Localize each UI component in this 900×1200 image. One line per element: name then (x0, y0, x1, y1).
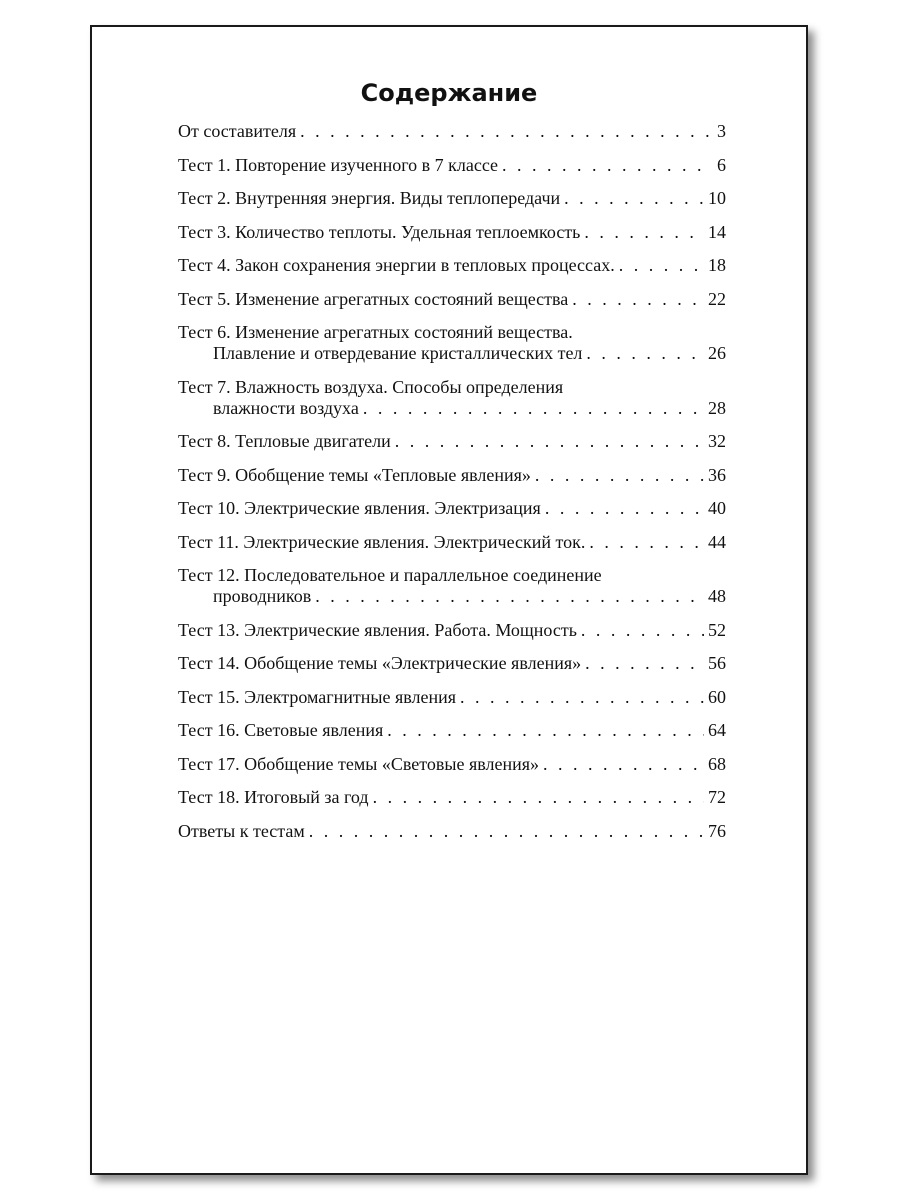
toc-page-number: 48 (708, 586, 726, 606)
toc-entry (178, 289, 726, 310)
toc-entry-line (178, 377, 726, 398)
toc-entry-title: Тест 12. Последовательное и параллельное соединение (178, 565, 602, 585)
dot-leader (619, 255, 704, 276)
toc-entry (178, 620, 726, 641)
toc-page-number: 10 (708, 188, 726, 208)
toc-entry-title: Тест 8. Тепловые двигатели (178, 431, 391, 451)
toc-entry-line (178, 787, 726, 808)
toc-entry-title: Тест 11. Электрические явления. Электрический ток. (178, 531, 586, 552)
dot-leader (387, 720, 704, 741)
toc-entry-line (178, 289, 726, 310)
toc-entry (178, 565, 726, 607)
toc-entry-title: Тест 10. Электрические явления. Электризация (178, 498, 541, 518)
dot-leader (300, 121, 713, 142)
toc-entry (178, 188, 726, 209)
toc-entry (178, 465, 726, 486)
toc-entry-line (178, 565, 726, 586)
toc-entry-title: Тест 5. Изменение агрегатных состояний вещества (178, 288, 569, 309)
toc-entry (178, 754, 726, 775)
toc-page-number: 40 (708, 498, 726, 518)
toc-entry (178, 377, 726, 419)
dot-leader (581, 620, 704, 641)
toc-page-number: 14 (708, 221, 726, 242)
toc-entry (178, 653, 726, 674)
dot-leader (535, 465, 704, 486)
toc-entry-title: Тест 13. Электрические явления. Работа. Мощность (178, 619, 577, 640)
toc-entry-title: Тест 1. Повторение изученного в 7 классе (178, 154, 499, 175)
toc-entry-line (178, 498, 726, 519)
dot-leader (584, 222, 704, 243)
dot-leader (502, 155, 713, 176)
toc-entry (178, 322, 726, 364)
toc-page-number: 68 (708, 753, 726, 774)
toc-page-number: 6 (717, 154, 726, 175)
toc-entry-title: Ответы к тестам (178, 820, 305, 841)
toc-entry-title: влажности воздуха (213, 397, 359, 418)
toc-page-number: 56 (708, 653, 726, 673)
toc-entry-title: Тест 16. Световые явления (178, 720, 384, 740)
toc-page-number: 3 (717, 121, 726, 141)
table-of-contents (178, 121, 726, 854)
toc-page-number: 18 (708, 255, 726, 275)
toc-entry-line (178, 155, 726, 176)
toc-page-number: 52 (708, 619, 726, 640)
toc-entry (178, 821, 726, 842)
toc-entry-title: Тест 7. Влажность воздуха. Способы определения (178, 376, 564, 397)
dot-leader (315, 586, 704, 607)
toc-entry (178, 687, 726, 708)
toc-entry-title: Плавление и отвердевание кристаллических тел (213, 343, 583, 363)
toc-page-number: 76 (708, 820, 726, 841)
toc-entry (178, 787, 726, 808)
dot-leader (589, 532, 704, 553)
toc-entry-title: Тест 2. Внутренняя энергия. Виды теплопередачи (178, 188, 561, 208)
toc-page-number: 64 (708, 720, 726, 740)
toc-entry-line (178, 398, 726, 419)
toc-entry (178, 720, 726, 741)
toc-entry-line (178, 343, 726, 364)
toc-entry-title: От составителя (178, 121, 297, 141)
toc-entry-title: проводников (213, 586, 312, 606)
toc-entry-line (178, 754, 726, 775)
toc-entry-line (178, 465, 726, 486)
toc-entry-title: Тест 18. Итоговый за год (178, 787, 369, 807)
toc-entry-line (178, 720, 726, 741)
toc-entry (178, 155, 726, 176)
toc-entry-line (178, 222, 726, 243)
dot-leader (585, 653, 704, 674)
toc-entry-title: Тест 14. Обобщение темы «Электрические явления» (178, 653, 582, 673)
toc-entry (178, 255, 726, 276)
toc-entry-line (178, 322, 726, 343)
dot-leader (460, 687, 704, 708)
toc-page-number: 32 (708, 431, 726, 451)
toc-entry-line (178, 431, 726, 452)
toc-page-number: 60 (708, 686, 726, 707)
toc-page-number: 22 (708, 288, 726, 309)
toc-entry-line (178, 532, 726, 553)
toc-entry (178, 121, 726, 142)
dot-leader (564, 188, 704, 209)
toc-entry-line (178, 821, 726, 842)
toc-entry (178, 498, 726, 519)
dot-leader (373, 787, 704, 808)
toc-entry-line (178, 687, 726, 708)
dot-leader (586, 343, 704, 364)
toc-page-number: 36 (708, 464, 726, 485)
dot-leader (395, 431, 704, 452)
dot-leader (543, 754, 704, 775)
toc-entry (178, 431, 726, 452)
toc-entry-title: Тест 4. Закон сохранения энергии в тепловых процессах. (178, 255, 615, 275)
toc-entry-title: Тест 9. Обобщение темы «Тепловые явления» (178, 464, 531, 485)
toc-entry-title: Тест 15. Электромагнитные явления (178, 686, 457, 707)
toc-entry-line (178, 653, 726, 674)
dot-leader (572, 289, 704, 310)
toc-entry-line (178, 121, 726, 142)
toc-page-number: 44 (708, 531, 726, 552)
toc-entry-line (178, 586, 726, 607)
toc-entry-title: Тест 3. Количество теплоты. Удельная теплоемкость (178, 221, 581, 242)
toc-entry (178, 222, 726, 243)
toc-entry-title: Тест 17. Обобщение темы «Световые явления» (178, 753, 540, 774)
toc-entry-title: Тест 6. Изменение агрегатных состояний вещества. (178, 322, 573, 342)
toc-entry-line (178, 620, 726, 641)
toc-entry-line (178, 255, 726, 276)
toc-page-number: 26 (708, 343, 726, 363)
dot-leader (363, 398, 704, 419)
toc-page-number: 72 (708, 787, 726, 807)
dot-leader (545, 498, 704, 519)
toc-entry-line (178, 188, 726, 209)
toc-entry (178, 532, 726, 553)
page-title: Содержание (360, 79, 538, 107)
toc-page-number: 28 (708, 397, 726, 418)
book-page (90, 25, 808, 1175)
dot-leader (309, 821, 704, 842)
